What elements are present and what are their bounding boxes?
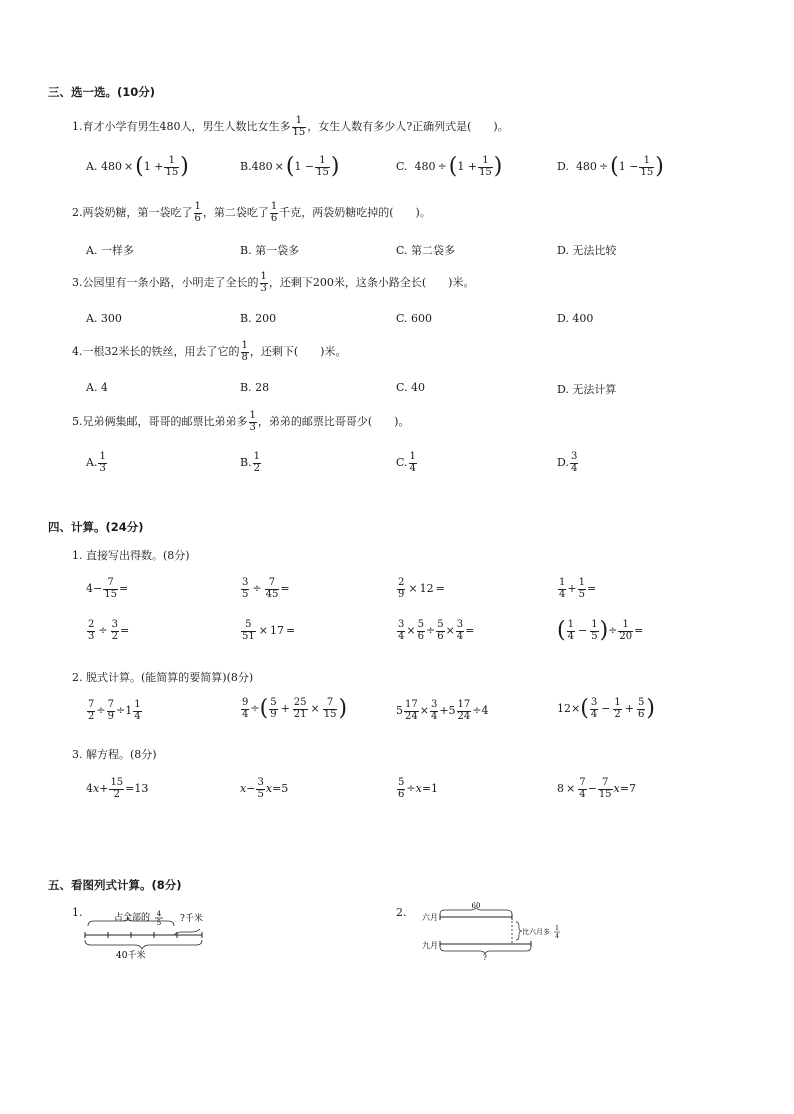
q5-option-c[interactable]: C. $\frac{1}{4}$	[396, 451, 416, 474]
diagram-2-bottom-brace	[440, 947, 531, 954]
calc-1c: $\frac{2}{9}$ × 12 =	[398, 577, 445, 600]
diagram-1-bottom-label: 40千米	[116, 951, 146, 961]
calc-3d: 12×( $\frac{3}{4}$ − $\frac{1}{2}$ + $\frac{5}{6}$ )	[557, 696, 655, 721]
q3-option-d[interactable]: D. 400	[557, 312, 594, 325]
q4-option-c[interactable]: C. 40	[396, 381, 426, 394]
q3-option-b[interactable]: B. 200	[240, 312, 277, 325]
equation-d: 8 × $\frac{7}{4}$ − $\frac{7}{15}$ x=7	[557, 777, 636, 800]
calc-2d: ( $\frac{1}{4}$ − $\frac{1}{5}$ )÷ $\frac{1}{20}$ =	[557, 618, 644, 643]
svg-text:4: 4	[156, 910, 162, 918]
q3-option-c[interactable]: C. 600	[396, 312, 433, 325]
q4-option-b[interactable]: B. 28	[240, 381, 270, 394]
q2-option-a[interactable]: A. 一样多	[86, 244, 134, 257]
question-2: 2.两袋奶糖，第一袋吃了 $\frac{1}{6}$ ，第二袋吃了 $\frac{1}{6}$ 千克，两袋奶糖吃掉的( )。	[72, 201, 431, 224]
calc-3a: $\frac{7}{2}$ ÷ $\frac{7}{9}$ ÷1 $\frac{1}{4}$	[88, 699, 141, 722]
q1-stem-b: ，女生人数有多少人?正确列式是( )。	[307, 120, 509, 133]
svg-text:占全部的: 占全部的	[114, 913, 151, 923]
section-3-title: 三、选一选。(10分)	[48, 85, 156, 99]
calc-1a: 4− $\frac{7}{15}$ =	[86, 577, 129, 600]
svg-text:比六月多: 比六月多	[522, 928, 550, 936]
calc-2a: $\frac{2}{3}$ ÷ $\frac{3}{2}$ =	[88, 619, 130, 642]
q2-option-b[interactable]: B. 第一袋多	[240, 244, 300, 257]
diagram-1-top-label	[114, 910, 163, 927]
diagram-2-row-2-label: 九月	[422, 941, 438, 950]
q5-option-a[interactable]: A. $\frac{1}{3}$	[86, 451, 106, 474]
calc-2c: $\frac{3}{4}$ × $\frac{5}{6}$ ÷ $\frac{5}{6}$ × $\frac{3}{4}$ =	[398, 619, 475, 642]
section-5-title: 五、看图列式计算。(8分)	[48, 878, 182, 892]
diagram-2-top-value: 60	[471, 902, 481, 910]
diagram-1-number: 1.	[72, 906, 83, 919]
q4-option-a[interactable]: A. 4	[86, 381, 108, 394]
question-4: 4.一根32米长的铁丝，用去了它的 $\frac{1}{8}$ ，还剩下( )米。	[72, 340, 347, 363]
svg-text:1: 1	[555, 925, 559, 932]
q4-option-d[interactable]: D. 无法计算	[557, 383, 617, 396]
diagram-2-row-1-label: 六月	[422, 913, 438, 922]
diagram-1-right-brace	[174, 929, 200, 935]
question-1	[72, 116, 509, 138]
diagram-2-question-mark: ?	[483, 954, 487, 962]
svg-text:4: 4	[555, 933, 559, 940]
equation-b: x− $\frac{3}{5}$ x=5	[240, 777, 289, 800]
q1-option-b[interactable]: B.480 ×(1 − $\frac{1}{15}$ )	[240, 154, 340, 179]
question-5: 5.兄弟俩集邮，哥哥的邮票比弟弟多 $\frac{1}{3}$ ，弟弟的邮票比哥哥少( )。	[72, 410, 410, 433]
svg-text:5: 5	[156, 919, 162, 927]
question-3: 3.公园里有一条小路，小明走了全长的 $\frac{1}{3}$ ，还剩下200米，这条小路全长( )米。	[72, 271, 475, 294]
q1-option-a[interactable]: A. 480 ×(1 + $\frac{1}{15}$ )	[86, 154, 189, 179]
equation-c: $\frac{5}{6}$ ÷x=1	[398, 777, 439, 800]
q5-option-d[interactable]: D. $\frac{3}{4}$	[557, 451, 578, 474]
sub-2-title: 2. 脱式计算。(能简算的要简算)(8分)	[72, 671, 254, 684]
calc-1b: $\frac{3}{5}$ ÷ $\frac{7}{45}$ =	[242, 577, 290, 600]
q1-option-c[interactable]: C. 480 ÷(1 + $\frac{1}{15}$ )	[396, 154, 503, 179]
diagram-1-bottom-brace	[85, 940, 202, 949]
sub-3-title: 3. 解方程。(8分)	[72, 748, 157, 761]
diagram-2-side-label	[522, 925, 560, 940]
section-4-title: 四、计算。(24分)	[48, 520, 144, 534]
equation-a: 4x+ $\frac{15}{2}$ =13	[86, 777, 149, 800]
q2-option-c[interactable]: C. 第二袋多	[396, 244, 456, 257]
diagram-1	[80, 904, 220, 964]
calc-3b: $\frac{9}{4}$ ÷( $\frac{5}{9}$ + $\frac{25}{21}$ × $\frac{7}{15}$ )	[242, 696, 348, 721]
q2-option-d[interactable]: D. 无法比较	[557, 244, 617, 257]
q1-stem-a: 育才小学有男生480人，男生人数比女生多	[82, 120, 291, 133]
diagram-2-number: 2.	[396, 906, 407, 919]
q1-fraction: $\frac{1}{15}$	[292, 115, 306, 138]
q1-option-d[interactable]: D. 480 ÷(1 − $\frac{1}{15}$ )	[557, 154, 664, 179]
calc-2b: $\frac{5}{51}$ × 17 =	[242, 619, 296, 642]
diagram-1-question-label: ?千米	[180, 914, 203, 924]
q5-option-b[interactable]: B. $\frac{1}{2}$	[240, 451, 260, 474]
calc-3c: 5 $\frac{17}{24}$ × $\frac{3}{4}$ +5 $\frac{17}{24}$ ÷4	[396, 699, 489, 722]
diagram-2	[418, 898, 578, 964]
calc-1d: $\frac{1}{4}$ + $\frac{1}{5}$ =	[559, 577, 597, 600]
sub-1-title: 1. 直接写出得数。(8分)	[72, 549, 190, 562]
q1-number: 1.	[72, 120, 83, 133]
q3-option-a[interactable]: A. 300	[86, 312, 122, 325]
